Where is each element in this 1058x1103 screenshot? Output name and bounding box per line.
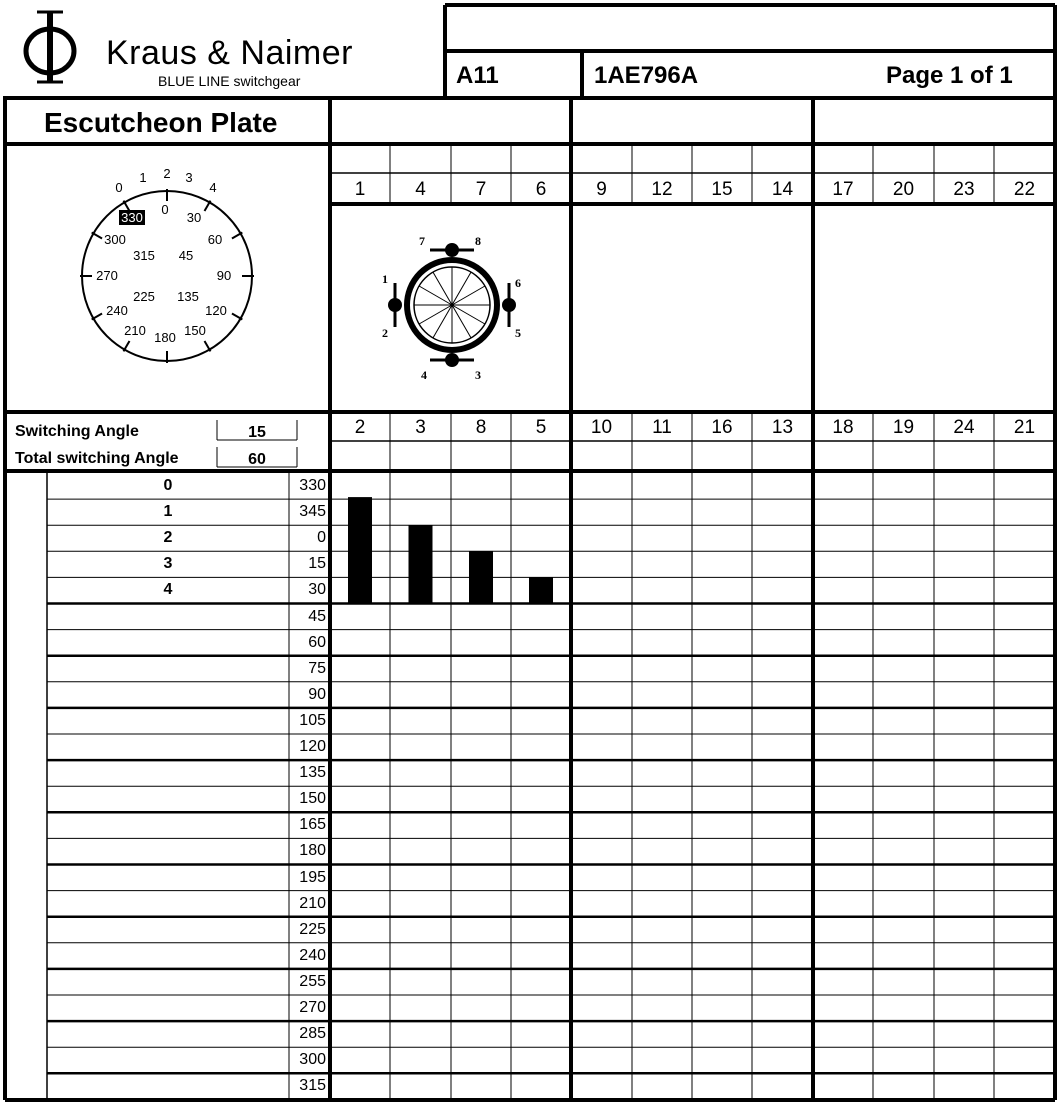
row-angle: 285 (299, 1025, 326, 1043)
contact-column-bottom: 5 (535, 417, 547, 438)
switching-angle-value: 15 (248, 424, 266, 441)
row-position: 4 (163, 581, 173, 599)
dial-angle-label: 90 (216, 268, 232, 283)
dial-position-label: 3 (185, 170, 193, 185)
company-tagline: BLUE LINE switchgear (158, 73, 301, 89)
contact-number-label: 6 (515, 276, 521, 290)
contact-column-top: 9 (596, 179, 607, 200)
dial-angle-label: 300 (104, 232, 126, 247)
contact-column-top: 7 (475, 179, 487, 200)
contact-diagram (372, 230, 532, 390)
contact-column-bottom: 3 (415, 417, 426, 438)
row-position: 3 (163, 555, 173, 573)
contact-column-top: 22 (1013, 179, 1036, 200)
company-name: Kraus & Naimer (106, 34, 353, 72)
row-angle: 180 (299, 842, 326, 860)
dial-angle-label: 240 (106, 303, 128, 318)
part-number: 1AE796A (594, 62, 699, 89)
row-angle: 135 (299, 764, 326, 782)
contact-number-label: 4 (421, 368, 427, 382)
section-title: Escutcheon Plate (44, 107, 278, 138)
row-angle: 300 (299, 1051, 326, 1069)
closed-contact-bar (469, 551, 493, 603)
contact-column-bottom: 8 (475, 417, 487, 438)
row-angle: 240 (299, 946, 326, 964)
drawing-code: A11 (456, 62, 499, 89)
dial-angle-label: 180 (154, 330, 176, 345)
row-angle: 105 (299, 711, 326, 729)
dial-angle-label: 120 (205, 303, 227, 318)
dial-position-label: 4 (209, 180, 217, 195)
dial-angle-label: 210 (124, 323, 146, 338)
contact-column-top: 15 (711, 179, 733, 200)
contact-column-top: 4 (415, 179, 426, 200)
contact-column-top: 1 (354, 179, 366, 200)
contact-column-top: 23 (953, 179, 975, 200)
dial-position-label: 0 (115, 180, 123, 195)
logo-symbol (20, 6, 80, 92)
dial-angle-label: 270 (96, 268, 118, 283)
total-switching-angle-label: Total switching Angle (15, 450, 179, 467)
contact-number-label: 1 (382, 272, 388, 286)
row-angle: 0 (317, 529, 326, 547)
row-angle: 75 (308, 659, 326, 677)
contact-column-top: 17 (832, 179, 854, 200)
contact-column-bottom: 19 (892, 417, 915, 438)
contact-number-label: 5 (515, 326, 521, 340)
row-angle: 30 (308, 581, 326, 599)
total-switching-angle-value: 60 (248, 451, 266, 468)
page-indicator: Page 1 of 1 (886, 62, 1013, 89)
row-angle: 315 (299, 1077, 326, 1095)
contact-column-bottom: 11 (652, 417, 672, 438)
contact-column-bottom: 24 (953, 417, 975, 438)
contact-column-top: 20 (892, 179, 915, 200)
row-angle: 255 (299, 972, 326, 990)
contact-column-top: 14 (771, 179, 794, 200)
contact-number-label: 2 (382, 326, 388, 340)
row-angle: 330 (299, 477, 326, 494)
closed-contact-bar (409, 525, 433, 603)
row-position: 0 (163, 477, 173, 494)
contact-column-bottom: 13 (771, 417, 794, 438)
dial-angle-label: 30 (186, 210, 202, 225)
dial-angle-label: 315 (133, 248, 155, 263)
dial-position-label: 2 (163, 166, 171, 181)
switching-angle-label: Switching Angle (15, 423, 139, 440)
contact-column-bottom: 21 (1013, 417, 1036, 438)
contact-column-top: 6 (535, 179, 547, 200)
row-angle: 270 (299, 999, 326, 1016)
row-position: 2 (163, 529, 173, 547)
row-angle: 210 (299, 894, 326, 912)
dial-angle-label: 225 (133, 289, 155, 304)
contact-number-label: 3 (475, 368, 481, 382)
contact-number-label: 7 (419, 234, 425, 248)
dial-angle-label: 0 (161, 202, 169, 217)
row-angle: 15 (308, 555, 326, 573)
row-angle: 90 (308, 685, 326, 703)
row-angle: 225 (299, 920, 326, 938)
row-position: 1 (163, 503, 173, 521)
dial-angle-label: 135 (177, 289, 199, 304)
contact-column-top: 12 (651, 179, 673, 200)
escutcheon-dial (67, 166, 267, 376)
dial-angle-label: 60 (207, 232, 223, 247)
contact-number-label: 8 (475, 234, 481, 248)
row-angle: 120 (299, 738, 326, 755)
dial-angle-label: 45 (178, 248, 194, 263)
row-angle: 45 (308, 607, 326, 625)
contact-column-bottom: 18 (832, 417, 854, 438)
row-angle: 150 (299, 790, 326, 808)
contact-column-bottom: 16 (711, 417, 733, 438)
row-angle: 165 (299, 816, 326, 834)
dial-position-label: 1 (139, 170, 147, 185)
dial-angle-label: 330 (121, 210, 143, 225)
contact-column-bottom: 10 (590, 417, 613, 438)
closed-contact-bar (529, 577, 553, 603)
phi-logo-icon (20, 6, 80, 88)
row-angle: 345 (299, 503, 326, 521)
dial-angle-label: 150 (184, 323, 206, 338)
contact-column-bottom: 2 (354, 417, 366, 438)
row-angle: 195 (299, 868, 326, 886)
row-angle: 60 (308, 633, 326, 651)
closed-contact-bar (348, 497, 372, 603)
